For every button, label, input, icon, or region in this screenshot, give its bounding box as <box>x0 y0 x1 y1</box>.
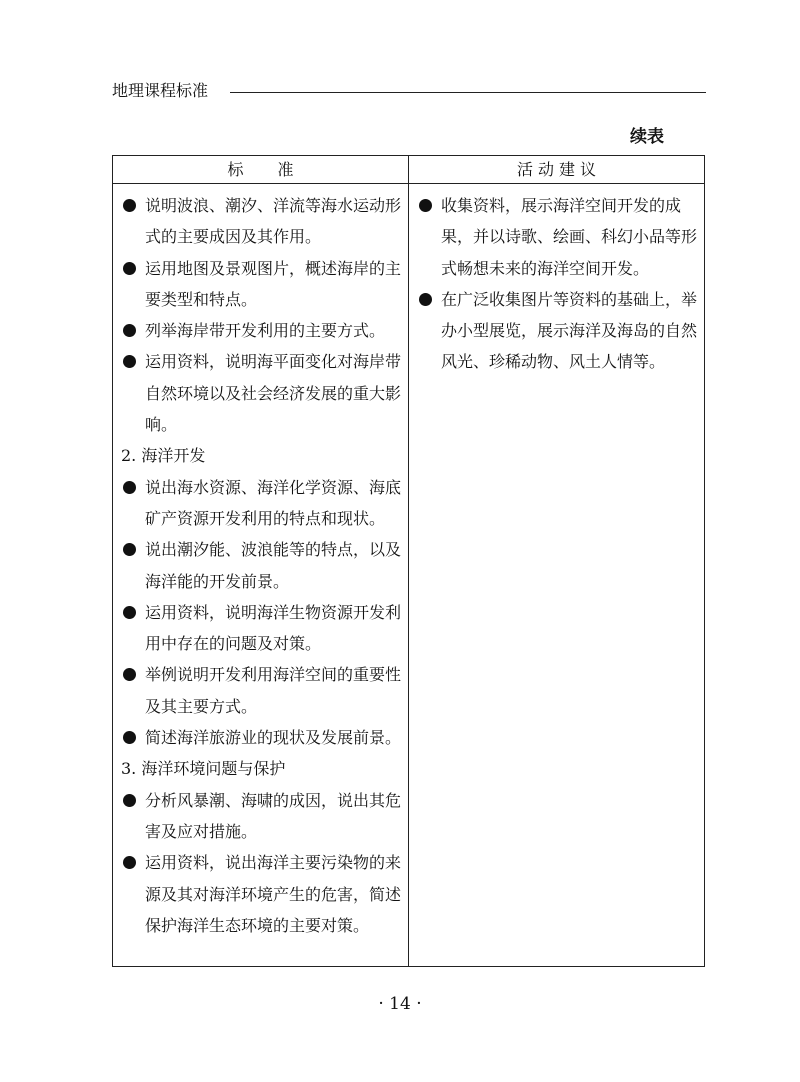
standard-item: 运用地图及景观图片，概述海岸的主要类型和特点。 <box>121 253 401 316</box>
standard-item: 分析风暴潮、海啸的成因，说出其危害及应对措施。 <box>121 785 401 848</box>
header-activity: 活动建议 <box>516 160 601 179</box>
standard-item: 运用资料，说明海洋生物资源开发利用中存在的问题及对策。 <box>121 597 401 660</box>
header-standard: 标准 <box>227 160 328 179</box>
page-number: · 14 · <box>378 994 422 1014</box>
header-rule <box>230 92 706 93</box>
standard-item: 简述海洋旅游业的现状及发展前景。 <box>121 722 401 753</box>
standard-item: 运用资料，说明海平面变化对海岸带自然环境以及社会经济发展的重大影响。 <box>121 346 401 440</box>
running-header <box>112 80 706 102</box>
activity-item: 收集资料，展示海洋空间开发的成果，并以诗歌、绘画、科幻小品等形式畅想未来的海洋空间开发。 <box>417 190 697 284</box>
continued-label: 续表 <box>630 127 664 147</box>
section-heading: 3. 海洋环境问题与保护 <box>121 759 286 779</box>
standard-item: 说明波浪、潮汐、洋流等海水运动形式的主要成因及其作用。 <box>121 190 401 253</box>
standards-table <box>112 155 705 967</box>
standard-item: 说出潮汐能、波浪能等的特点，以及海洋能的开发前景。 <box>121 534 401 597</box>
activities-column <box>417 190 697 378</box>
column-divider <box>408 156 409 966</box>
standard-item: 运用资料，说出海洋主要污染物的来源及其对海洋环境产生的危害，简述保护海洋生态环境的主要对策。 <box>121 847 401 941</box>
running-title: 地理课程标准 <box>112 80 216 102</box>
section-heading: 2. 海洋开发 <box>121 446 206 466</box>
standard-item: 举例说明开发利用海洋空间的重要性及其主要方式。 <box>121 659 401 722</box>
standard-item: 说出海水资源、海洋化学资源、海底矿产资源开发利用的特点和现状。 <box>121 472 401 535</box>
standards-column <box>121 190 401 941</box>
standard-item: 列举海岸带开发利用的主要方式。 <box>121 315 401 346</box>
table-header-row <box>113 156 704 184</box>
activity-item: 在广泛收集图片等资料的基础上，举办小型展览，展示海洋及海岛的自然风光、珍稀动物、风土人情等。 <box>417 284 697 378</box>
